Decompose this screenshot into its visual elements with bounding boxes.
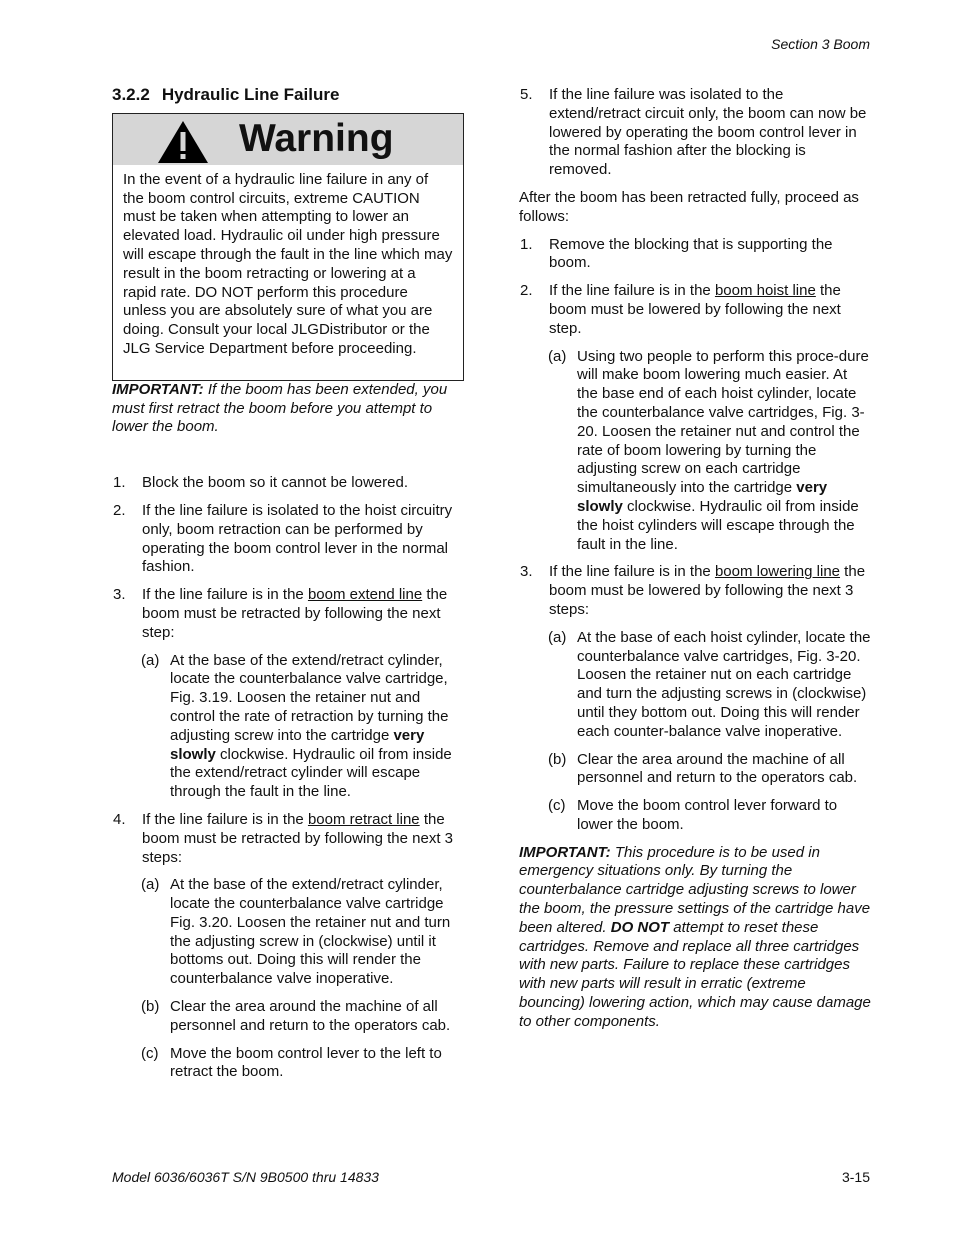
step-2: 2. If the line failure is isolated to the hoist circuitry only, boom retraction can be performed by operating the boom control lever in the normal fashion. (113, 501, 453, 576)
boom-lowering-line: boom lowering line (714, 563, 841, 581)
section-title-text: Hydraulic Line Failure (161, 85, 340, 104)
boom-extend-line: boom extend line (307, 586, 423, 604)
warning-header (113, 114, 463, 165)
lower-step-1: 1. Remove the blocking that is supporting the boom. (520, 235, 833, 272)
warning-body: In the event of a hydraulic line failure in any of the boom control circuits, extreme CAUTION must be taken when attempting to lower an elevated load. Hydraulic oil under high pressure will escape through the fault in the line which may result in the boom retracting or lowering at a rapid rate. DO NOT perform this procedure unless you are absolutely sure of what you are doing. Consult your local JLGDistributor or the JLG Service Department before proceeding. (123, 170, 453, 357)
important-note-1: IMPORTANT: If the boom has been extended, you must first retract the boom before you attempt to lower the boom. (112, 380, 448, 436)
warning-box (112, 113, 464, 381)
step-3: 3. If the line failure is in the boom extend line the boom must be retracted by following the next step: (113, 586, 448, 641)
step-3a: (a) At the base of the extend/retract cylinder, locate the counterbalance valve cartridge, Fig. 3.19. Loosen the retainer nut and control the rate of retraction by turning the adjusting screw into the cartridge very slowly clockwise. Hydraulic oil from inside the extend/retract cylinder will escape through the fault in the line. (141, 651, 452, 801)
right-column (519, 86, 871, 1032)
important-label: IMPORTANT: (112, 380, 204, 398)
boom-retract-line: boom retract line (307, 810, 420, 828)
lower-step-3c: (c) Move the boom control lever forward to lower the boom. (548, 797, 838, 833)
lower-step-2: 2. If the line failure is in the boom hoist line the boom must be lowered by following the next step. (520, 282, 841, 337)
section-title (112, 86, 466, 105)
lower-step-2a: (a) Using two people to perform this proce-dure will make boom lowering much easier. At the base end of each hoist cylinder, locate the counterbalance valve cartridges, Fig. 3-20. Loosen the retainer nut and control the rate of boom lowering by turning the adjusting screw on each cartridge simultaneously into the cartridge very slowly clockwise. Hydraulic oil from inside the hoist cylinders will escape through the fault in the line. (548, 347, 869, 553)
page-header-section: Section 3 Boom (771, 36, 870, 52)
after-retracted-paragraph: After the boom has been retracted fully, proceed as follows: (519, 188, 859, 225)
step-4b: (b) Clear the area around the machine of all personnel and return to the operators cab. (141, 998, 451, 1034)
important-label-2: IMPORTANT: (519, 843, 611, 861)
footer-page-number: 3-15 (841, 1169, 870, 1185)
lower-step-3a: (a) At the base of each hoist cylinder, locate the counterbalance valve cartridges, Fig. 3-20. Loosen the retainer nut on each cartridge and turn the adjusting screws in (clockwise) until they bottom out. Doing this will render each counter-balance valve inoperative. (548, 628, 871, 740)
step-5: 5. If the line failure was isolated to the extend/retract circuit only, the boom can now be lowered by operating the boom control lever in the normal fashion after the blocking is removed. (520, 86, 867, 179)
step-4: 4. If the line failure is in the boom retract line the boom must be retracted by following the next 3 steps: (113, 810, 454, 866)
step-4a: (a) At the base of the extend/retract cylinder, locate the counterbalance valve cartridge Fig. 3.20. Loosen the retainer nut and turn the adjusting screw in (clockwise) until it bottoms out. Doing this will render the counterbalance valve inoperative. (141, 876, 451, 988)
section-number: 3.2.2 (112, 85, 150, 104)
footer-model: Model 6036/6036T S/N 9B0500 thru 14833 (112, 1169, 379, 1185)
boom-hoist-line: boom hoist line (714, 282, 816, 300)
warning-triangle-icon (157, 120, 209, 164)
left-column (112, 86, 466, 1082)
important-note-2: IMPORTANT: This procedure is to be used in emergency situations only. By turning the counterbalance cartridge adjusting screws to lower the boom, the pressure settings of the cartridge have been altered. DO NOT attempt to reset these cartridges. Remove and replace all three cartridges with new parts. Failure to replace these cartridges with new parts will result in erratic (extreme bouncing) lowering action, which may cause damage to other components. (519, 843, 871, 1030)
step-4c: (c) Move the boom control lever to the left to retract the boom. (141, 1044, 442, 1081)
step-1: 1. Block the boom so it cannot be lowered. (113, 474, 408, 492)
warning-label: Warning (239, 116, 394, 160)
lower-step-3b: (b) Clear the area around the machine of all personnel and return to the operators cab. (548, 750, 858, 787)
lower-step-3: 3. If the line failure is in the boom lowering line the boom must be lowered by following the next 3 steps: (520, 563, 866, 618)
